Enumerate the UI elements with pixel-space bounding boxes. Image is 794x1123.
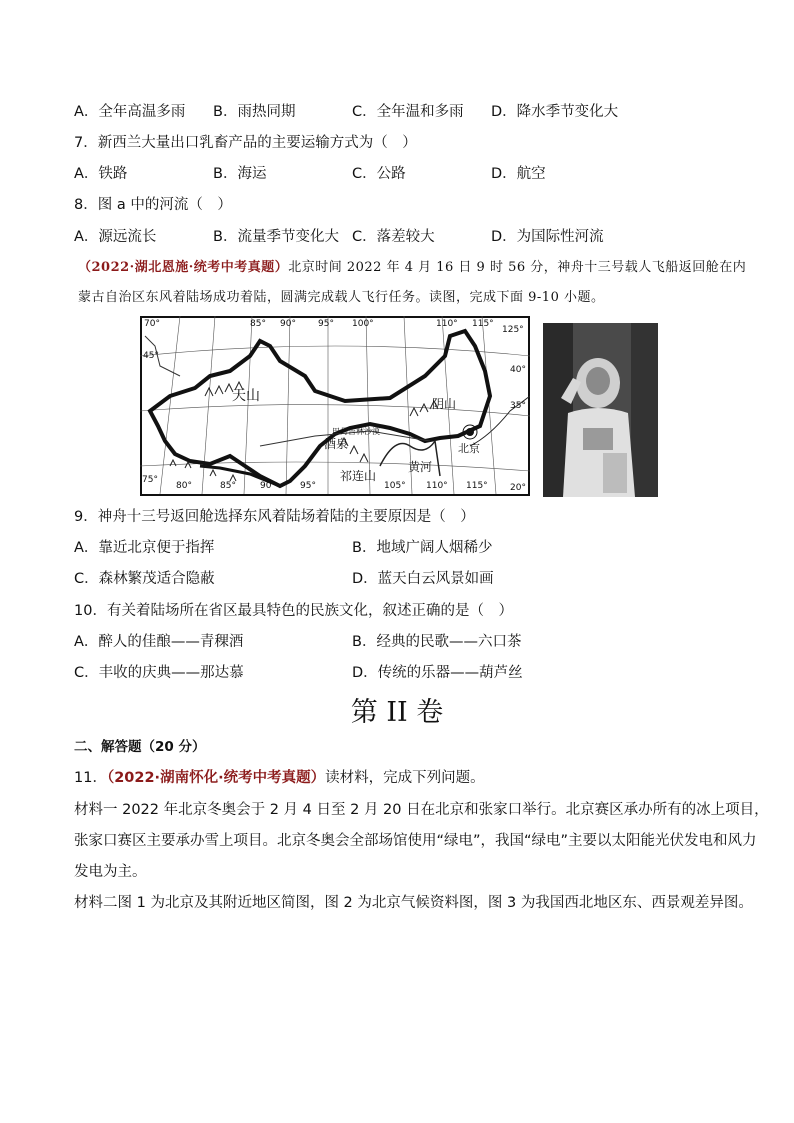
- map-label-beijing: 北京: [458, 442, 480, 455]
- q7-option-c: C．公路: [352, 166, 406, 182]
- lon-label: 70°: [144, 319, 160, 329]
- q11-material1-line3: 发电为主。: [74, 864, 147, 880]
- q7-option-a: A．铁路: [74, 166, 128, 182]
- map-label-yellow-river: 黄河: [408, 460, 433, 474]
- lon-label: 85°: [250, 319, 266, 329]
- q6-option-b: B．雨热同期: [213, 104, 296, 120]
- lon-label: 75°: [142, 475, 158, 485]
- lon-label: 90°: [260, 481, 276, 491]
- intro-9-10-line2: 蒙古自治区东风着陆场成功着陆，圆满完成载人飞行任务。读图，完成下面 9-10 小题。: [78, 290, 605, 305]
- astronaut-photo: [543, 323, 658, 497]
- q10-option-c: C．丰收的庆典——那达慕: [74, 665, 244, 681]
- q11-material2: 材料二图 1 为北京及其附近地区简图，图 2 为北京气候资料图，图 3 为我国西北地区东、西景观差异图。: [74, 895, 753, 911]
- map-label-badain-jaran: 巴丹吉林沙漠: [332, 427, 380, 436]
- intro-source: （2022·湖北恩施·统考中考真题）: [78, 260, 289, 275]
- intro-text1: 北京时间 2022 年 4 月 16 日 9 时 56 分，神舟十三号载人飞船返回舱在内: [288, 260, 747, 275]
- map-label-qilianshan: 祁连山: [340, 469, 377, 483]
- lat-label: 45°: [143, 351, 159, 361]
- q9-stem: 9．神舟十三号返回舱选择东风着陆场着陆的主要原因是（ ）: [74, 509, 475, 525]
- map-label-jiuquan: 酒泉: [324, 437, 349, 451]
- q10-stem: 10．有关着陆场所在省区最具特色的民族文化，叙述正确的是（ ）: [74, 603, 513, 619]
- map-label-yinshan: 阴山: [432, 397, 457, 411]
- q11-stem-text: 读材料，完成下列问题。: [325, 770, 485, 786]
- lon-label: 115°: [466, 481, 488, 491]
- q9-option-d: D．蓝天白云风景如画: [352, 571, 494, 587]
- q9-option-a: A．靠近北京便于指挥: [74, 540, 215, 556]
- q8-option-b: B．流量季节变化大: [213, 229, 339, 245]
- lat-label: 35°: [510, 401, 526, 411]
- china-northwest-map: [140, 316, 530, 496]
- lon-label: 85°: [220, 481, 236, 491]
- q9-option-b: B．地域广阔人烟稀少: [352, 540, 493, 556]
- q6-option-a: A．全年高温多雨: [74, 104, 186, 120]
- q11-material1-line2: 张家口赛区主要承办雪上项目。北京冬奥会全部场馆使用“绿电”，我国“绿电”主要以太阳能光伏发电和风力: [74, 833, 757, 849]
- part2-heading: 二、解答题（20 分）: [74, 739, 206, 755]
- lon-label: 80°: [176, 481, 192, 491]
- section-title: 第 II 卷: [350, 697, 444, 728]
- lon-label: 100°: [352, 319, 374, 329]
- q8-option-d: D．为国际性河流: [491, 229, 604, 245]
- lon-label: 110°: [426, 481, 448, 491]
- lon-label: 105°: [384, 481, 406, 491]
- q10-option-d: D．传统的乐器——葫芦丝: [352, 665, 523, 681]
- q7-option-d: D．航空: [491, 166, 546, 182]
- q7-option-b: B．海运: [213, 166, 267, 182]
- q8-stem: 8．图 a 中的河流（ ）: [74, 197, 232, 213]
- q10-option-a: A．醉人的佳酿——青稞酒: [74, 634, 244, 650]
- q6-option-d: D．降水季节变化大: [491, 104, 619, 120]
- lat-label: 40°: [510, 365, 526, 375]
- lon-label: 95°: [318, 319, 334, 329]
- intro-9-10-line1: [78, 258, 746, 278]
- q10-option-b: B．经典的民歌——六口茶: [352, 634, 522, 650]
- q7-stem: 7．新西兰大量出口乳畜产品的主要运输方式为（ ）: [74, 135, 417, 151]
- lon-label: 115°: [472, 319, 494, 329]
- q11-num: 11．: [74, 770, 107, 786]
- lon-label: 95°: [300, 481, 316, 491]
- q9-option-c: C．森林繁茂适合隐蔽: [74, 571, 215, 587]
- q11-stem: [74, 768, 485, 788]
- map-label-tianshan: 天山: [232, 388, 260, 404]
- lon-label: 125°: [502, 325, 524, 335]
- lon-label: 110°: [436, 319, 458, 329]
- q11-source: （2022·湖南怀化·统考中考真题）: [106, 770, 326, 786]
- lon-label: 90°: [280, 319, 296, 329]
- q8-option-a: A．源远流长: [74, 229, 157, 245]
- q8-option-c: C．落差较大: [352, 229, 435, 245]
- q6-option-c: C．全年温和多雨: [352, 104, 464, 120]
- lat-label: 20°: [510, 483, 526, 493]
- q11-material1-line1: 材料一 2022 年北京冬奥会于 2 月 4 日至 2 月 20 日在北京和张家口举行。北京赛区承办所有的冰上项目，: [74, 802, 769, 818]
